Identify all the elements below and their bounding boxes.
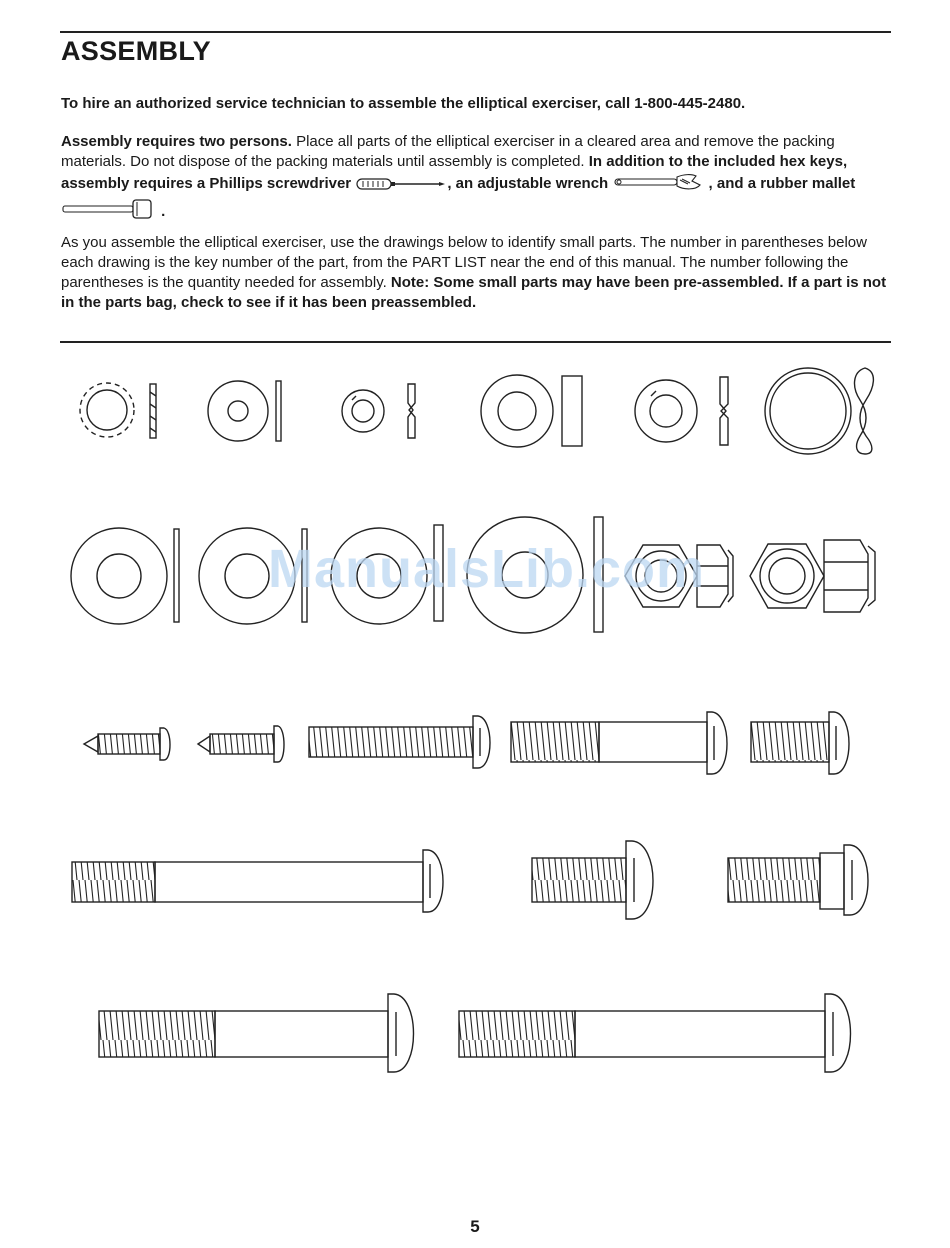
split-washer-large-icon	[635, 377, 728, 445]
page-number: 5	[470, 1217, 480, 1236]
shoulder-bolt-long-icon	[72, 850, 443, 912]
wrench-text: , an adjustable wrench	[447, 175, 609, 192]
button-bolt-icon	[532, 841, 653, 919]
button-screw-short-icon	[751, 712, 849, 774]
star-washer-icon	[80, 383, 156, 438]
self-tapping-screw-small-icon	[84, 728, 170, 760]
collar-bolt-icon	[728, 845, 868, 915]
hex-lock-nut-large-icon	[750, 540, 875, 612]
service-line: To hire an authorized service technician to assemble the elliptical exerciser, call 1-800-445-2480.	[61, 95, 746, 112]
page-title: ASSEMBLY	[61, 36, 211, 66]
preassembled-note: Note: Some small parts may have been pre-assembled. If a part is not in the parts bag, check to see if it has been preassembled.	[61, 274, 887, 311]
watermark: ManualsLib.com	[268, 539, 706, 599]
thick-washer-icon	[481, 375, 582, 447]
shoulder-bolt-xl-2-icon	[459, 994, 851, 1072]
machine-screw-long-icon	[309, 716, 490, 768]
large-flat-washer-1-icon	[71, 528, 179, 624]
shoulder-bolt-xl-1-icon	[99, 994, 414, 1072]
flat-washer-small-icon	[208, 381, 281, 441]
shoulder-bolt-medium-icon	[511, 712, 727, 774]
mallet-text: , and a rubber mallet	[704, 175, 856, 192]
identify-parts-text: As you assemble the elliptical exerciser, use the drawings below to identify small parts. The number in parentheses below each drawing is the key number of the part, from the PART LIST near the end of this manual. The number following the parentheses is the quantity needed for assembly.	[61, 234, 867, 291]
two-persons-note: Assembly requires two persons.	[61, 133, 292, 150]
retaining-ring-icon	[765, 368, 873, 454]
split-washer-small-icon	[342, 384, 415, 438]
tools-required-text: In addition to the included hex keys, assembly requires a Phillips screwdriver	[61, 153, 848, 192]
self-tapping-screw-medium-icon	[198, 726, 284, 762]
mallet-period: .	[161, 203, 166, 220]
packing-instructions: Place all parts of the elliptical exerciser in a cleared area and remove the packing materials. Do not dispose of the packing materials until assembly is completed.	[61, 133, 835, 170]
